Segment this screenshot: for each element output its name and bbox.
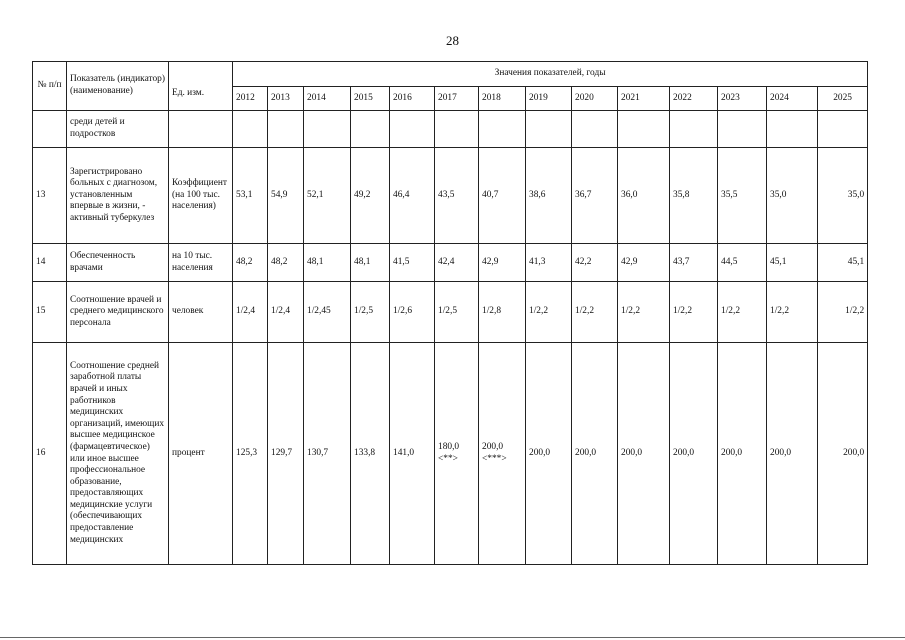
row-value: 1/2,5 <box>435 282 479 343</box>
row-value <box>767 111 818 148</box>
table-row <box>33 244 868 282</box>
year-2024: 2024 <box>767 87 818 111</box>
table-row <box>33 282 868 343</box>
row-value: 200,0 <box>572 343 618 565</box>
row-value <box>479 111 526 148</box>
row-value: 48,1 <box>351 244 390 282</box>
row-value: 133,8 <box>351 343 390 565</box>
row-value: 42,9 <box>479 244 526 282</box>
header-row-1 <box>33 62 868 87</box>
page-bottom-edge <box>0 637 905 638</box>
row-value: 41,5 <box>390 244 435 282</box>
row-value: 180,0 <**> <box>435 343 479 565</box>
row-value: 200,0 <box>818 343 868 565</box>
row-value: 1/2,5 <box>351 282 390 343</box>
row-value: 36,0 <box>618 148 670 244</box>
row-num: 16 <box>33 343 67 565</box>
row-value: 42,4 <box>435 244 479 282</box>
row-indicator: Зарегистрировано больных с диагнозом, установленным впервые в жизни, - активный туберкулез <box>67 148 169 244</box>
row-value: 1/2,2 <box>526 282 572 343</box>
row-num: 14 <box>33 244 67 282</box>
row-value: 200,0 <box>670 343 718 565</box>
row-value: 53,1 <box>233 148 268 244</box>
year-2025: 2025 <box>818 87 868 111</box>
row-value: 130,7 <box>304 343 351 565</box>
year-2018: 2018 <box>479 87 526 111</box>
row-value: 200,0 <box>526 343 572 565</box>
row-unit: человек <box>169 282 233 343</box>
row-value <box>351 111 390 148</box>
indicators-table <box>32 61 868 565</box>
table-row <box>33 111 868 148</box>
table-row <box>33 343 868 565</box>
year-2013: 2013 <box>268 87 304 111</box>
table-row <box>33 148 868 244</box>
row-indicator: Соотношение средней заработной платы врачей и иных работников медицинских организаций, имеющих высшее медицинское (фармацевтическое) или иное высшее профессиональное образование, предоставляющих медицинские услуги (обеспечивающих предоставление медицинских <box>67 343 169 565</box>
row-value: 35,0 <box>818 148 868 244</box>
row-value: 45,1 <box>767 244 818 282</box>
year-2019: 2019 <box>526 87 572 111</box>
year-2014: 2014 <box>304 87 351 111</box>
row-unit: Коэффициент (на 100 тыс. населения) <box>169 148 233 244</box>
row-unit <box>169 111 233 148</box>
row-value: 1/2,4 <box>268 282 304 343</box>
row-value: 1/2,8 <box>479 282 526 343</box>
row-value: 200,0 <***> <box>479 343 526 565</box>
row-value: 1/2,45 <box>304 282 351 343</box>
row-value: 40,7 <box>479 148 526 244</box>
row-value <box>233 111 268 148</box>
row-value <box>390 111 435 148</box>
header-values: Значения показателей, годы <box>233 62 868 87</box>
year-2017: 2017 <box>435 87 479 111</box>
row-value <box>526 111 572 148</box>
row-value: 43,7 <box>670 244 718 282</box>
year-2020: 2020 <box>572 87 618 111</box>
year-2012: 2012 <box>233 87 268 111</box>
row-value: 200,0 <box>767 343 818 565</box>
header-indicator: Показатель (индикатор) (наименование) <box>67 62 169 111</box>
header-unit: Ед. изм. <box>169 62 233 111</box>
row-unit: на 10 тыс. населения <box>169 244 233 282</box>
row-value: 48,2 <box>268 244 304 282</box>
row-value <box>718 111 767 148</box>
row-value: 45,1 <box>818 244 868 282</box>
row-value <box>618 111 670 148</box>
row-value <box>818 111 868 148</box>
row-value: 41,3 <box>526 244 572 282</box>
row-value: 38,6 <box>526 148 572 244</box>
row-value: 129,7 <box>268 343 304 565</box>
row-value: 1/2,2 <box>670 282 718 343</box>
row-indicator: Обеспеченность врачами <box>67 244 169 282</box>
row-value: 35,5 <box>718 148 767 244</box>
row-value: 48,2 <box>233 244 268 282</box>
row-value <box>572 111 618 148</box>
row-num: 15 <box>33 282 67 343</box>
row-value: 42,9 <box>618 244 670 282</box>
page-number: 28 <box>446 33 459 48</box>
year-2022: 2022 <box>670 87 718 111</box>
header-num: № п/п <box>33 62 67 111</box>
row-value: 1/2,4 <box>233 282 268 343</box>
row-value <box>435 111 479 148</box>
row-value: 35,8 <box>670 148 718 244</box>
row-value: 200,0 <box>718 343 767 565</box>
row-num: 13 <box>33 148 67 244</box>
row-value: 48,1 <box>304 244 351 282</box>
row-value: 1/2,2 <box>718 282 767 343</box>
row-value: 54,9 <box>268 148 304 244</box>
row-value: 46,4 <box>390 148 435 244</box>
row-value: 141,0 <box>390 343 435 565</box>
row-value: 35,0 <box>767 148 818 244</box>
year-2015: 2015 <box>351 87 390 111</box>
row-value: 200,0 <box>618 343 670 565</box>
row-value: 44,5 <box>718 244 767 282</box>
row-value: 1/2,2 <box>818 282 868 343</box>
row-value: 52,1 <box>304 148 351 244</box>
row-value <box>670 111 718 148</box>
row-value: 1/2,6 <box>390 282 435 343</box>
year-2021: 2021 <box>618 87 670 111</box>
year-2023: 2023 <box>718 87 767 111</box>
row-value: 36,7 <box>572 148 618 244</box>
row-value: 42,2 <box>572 244 618 282</box>
row-indicator: Соотношение врачей и среднего медицинского персонала <box>67 282 169 343</box>
year-2016: 2016 <box>390 87 435 111</box>
row-value: 125,3 <box>233 343 268 565</box>
row-value: 1/2,2 <box>618 282 670 343</box>
row-value <box>304 111 351 148</box>
row-value <box>268 111 304 148</box>
row-unit: процент <box>169 343 233 565</box>
row-value: 1/2,2 <box>767 282 818 343</box>
row-value: 43,5 <box>435 148 479 244</box>
row-value: 49,2 <box>351 148 390 244</box>
row-num <box>33 111 67 148</box>
row-indicator: среди детей и подростков <box>67 111 169 148</box>
row-value: 1/2,2 <box>572 282 618 343</box>
